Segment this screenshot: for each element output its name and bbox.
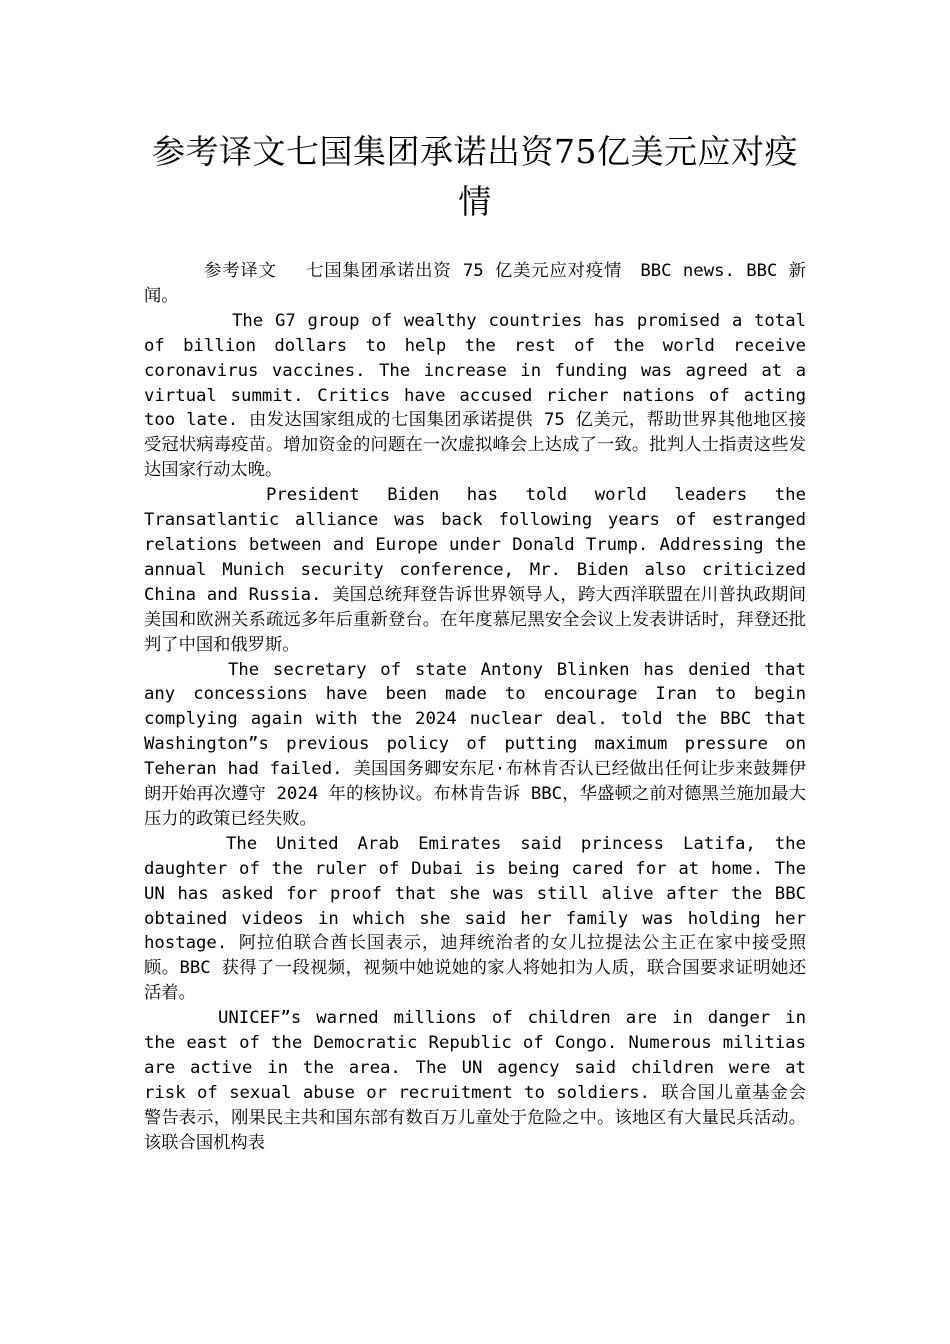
paragraph-g7-vaccines: The G7 group of wealthy countries has promised a total of billion dollars to help the rest of the world receive coronavirus vaccines. The increase in funding was agreed at a virtual summit. Critics have accused richer nations of acting too late. 由发达国家组成的七国集团承诺提供 75 亿美元，帮助世界其他地区接受冠状病毒疫苗。增加资金的问题在一次虚拟峰会上达成了一致。批判人士指责这些发达国家行动太晚。 xyxy=(144,310,806,481)
paragraph-intro: 参考译文 七国集团承诺出资 75 亿美元应对疫情 BBC news. BBC 新闻。 xyxy=(144,261,806,306)
paragraph-blinken-iran: The secretary of state Antony Blinken has denied that any concessions have been made to encourage Iran to begin complying again with the 2024 nuclear deal. told the BBC that Washington”s previous policy of putting maximum pressure on Teheran had failed. 美国国务卿安东尼·布林肯否认已经做出任何让步来鼓舞伊朗开始再次遵守 2024 年的核协议。布林肯告诉 BBC，华盛顿之前对德黑兰施加最大压力的政策已经失败。 xyxy=(144,659,806,829)
document-page xyxy=(144,0,806,1156)
paragraph-biden-alliance: President Biden has told world leaders the Transatlantic alliance was back following years of estranged relations between and Europe under Donald Trump. Addressing the annual Munich security conference, Mr. Biden also criticized China and Russia. 美国总统拜登告诉世界领导人，跨大西洋联盟在川普执政期间美国和欧洲关系疏远多年后重新登台。在年度慕尼黑安全会议上发表讲话时，拜登还批判了中国和俄罗斯。 xyxy=(144,485,806,655)
document-body xyxy=(144,259,806,1156)
paragraph-latifa: The United Arab Emirates said princess Latifa, the daughter of the ruler of Dubai is being cared for at home. The UN has asked for proof that she was still alive after the BBC obtained videos in which she said her family was holding her hostage. 阿拉伯联合酋长国表示，迪拜统治者的女儿拉提法公主正在家中接受照顾。BBC 获得了一段视频，视频中她说她的家人将她扣为人质，联合国要求证明她还活着。 xyxy=(144,833,806,1004)
paragraph-unicef-congo: UNICEF”s warned millions of children are in danger in the east of the Democratic Republic of Congo. Numerous militias are active in the area. The UN agency said children were at risk of sexual abuse or recruitment to soldiers. 联合国儿童基金会警告表示，刚果民主共和国东部有数百万儿童处于危险之中。该地区有大量民兵活动。该联合国机构表 xyxy=(144,1008,806,1153)
document-title: 参考译文七国集团承诺出资75亿美元应对疫情 xyxy=(152,132,798,221)
